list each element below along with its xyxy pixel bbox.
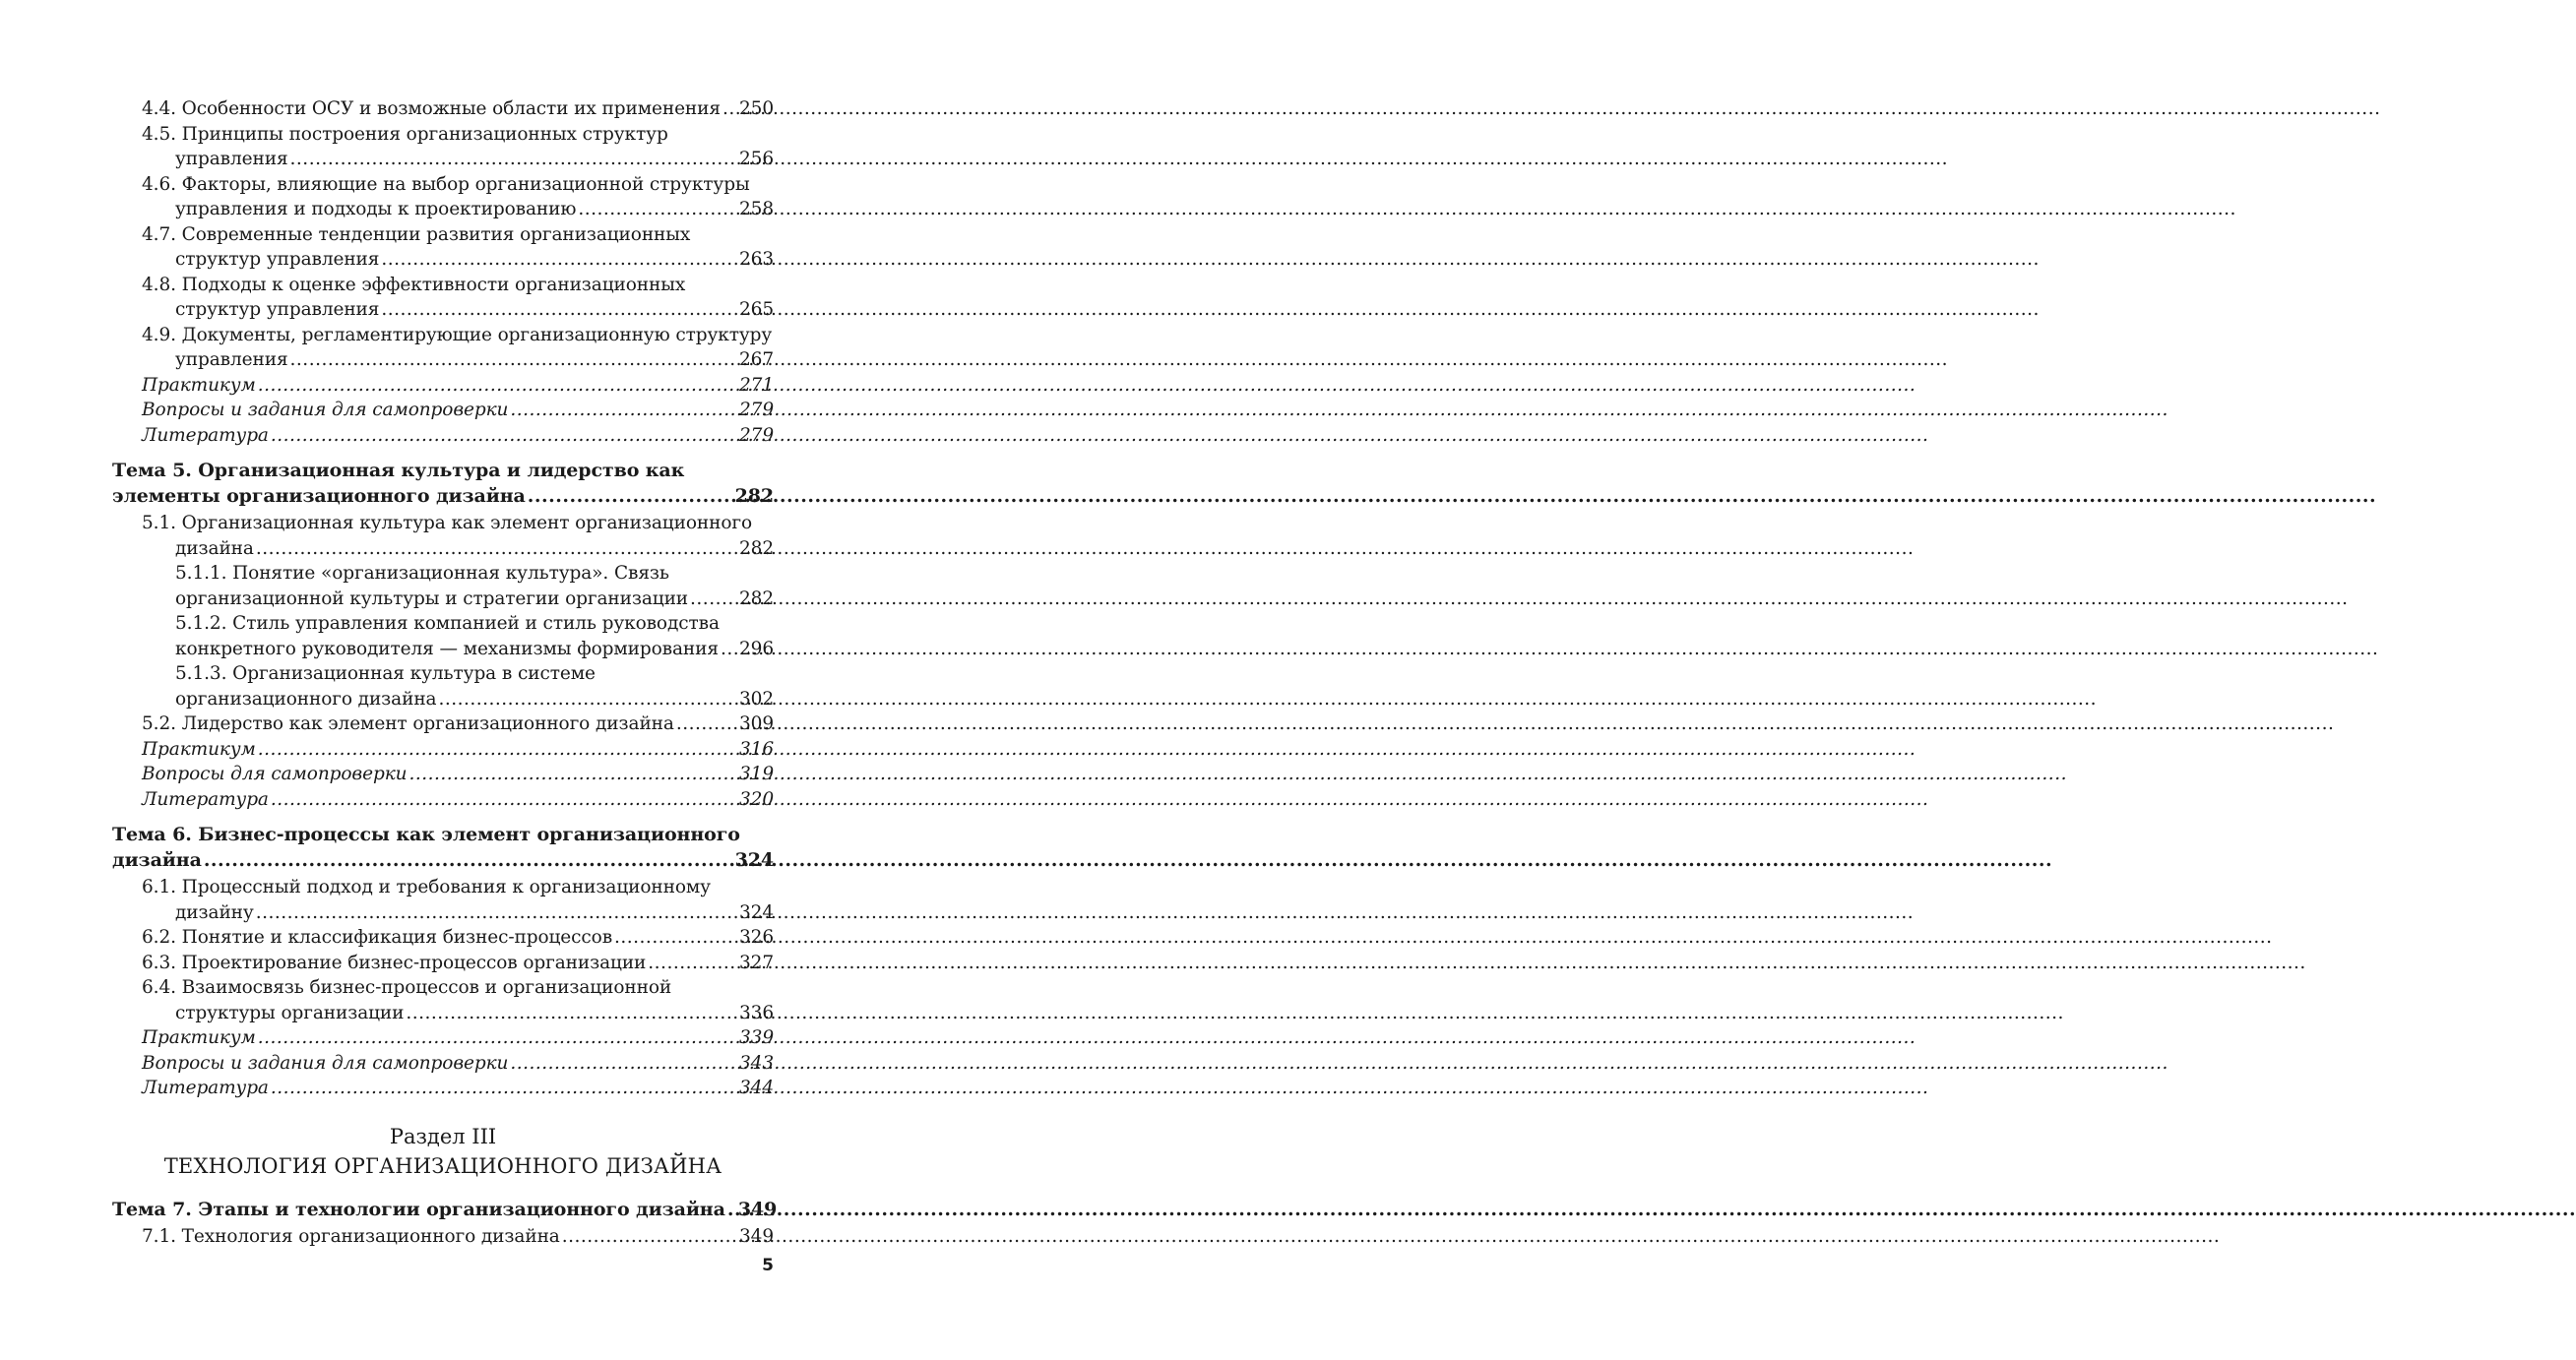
toc-entry-title-line: структур управления xyxy=(175,249,380,270)
toc-entry xyxy=(112,975,774,1025)
dot-leader xyxy=(256,900,736,926)
toc-entry-title-line: 7.1. Технология организационного дизайна xyxy=(142,1226,560,1247)
toc-entry-title-line: структуры организации xyxy=(175,1002,405,1023)
toc-page-number: 336 xyxy=(738,1002,774,1023)
toc-entry-row xyxy=(142,1224,774,1250)
toc-page-number: 302 xyxy=(738,688,774,710)
toc-page-number: 279 xyxy=(738,400,774,420)
toc-page-number: 324 xyxy=(738,901,774,923)
toc-entry-title-line: Литература xyxy=(142,788,269,810)
dot-leader xyxy=(727,1197,735,1222)
dot-leader xyxy=(271,787,736,813)
toc-entry-title-line: конкретного руководителя — механизмы формирования xyxy=(175,638,719,659)
toc-entry xyxy=(112,611,774,661)
toc-entry xyxy=(112,323,774,373)
toc-page-number: 326 xyxy=(738,927,774,948)
toc-entry-title-line: 6.4. Взаимосвязь бизнес-процессов и организационной xyxy=(142,977,672,998)
dot-leader xyxy=(256,536,736,562)
toc-entry-title-line: Практикум xyxy=(142,1027,256,1048)
toc-entry xyxy=(112,951,774,976)
toc-entry xyxy=(112,423,774,449)
toc-entry-title-line: 4.9. Документы, регламентирующие организационную структуру xyxy=(142,324,773,345)
toc-entry-title-line: 5.1.1. Понятие «организационная культура». Связь xyxy=(175,563,669,584)
toc-page-number: 282 xyxy=(738,587,774,609)
dot-leader xyxy=(271,423,736,449)
toc-entry xyxy=(112,373,774,399)
toc-entry-title-line: организационного дизайна xyxy=(175,688,437,710)
toc-entry xyxy=(112,1224,774,1250)
toc-entry-row xyxy=(142,951,774,976)
toc-entry xyxy=(112,222,774,273)
toc-entry xyxy=(112,737,774,763)
toc-page-number: 279 xyxy=(738,424,774,446)
toc-entry-title-line: Тема 5. Организационная культура и лидерство как xyxy=(112,460,685,481)
toc-entry-title-line: дизайна xyxy=(112,849,202,871)
toc-page-number: 282 xyxy=(734,485,774,507)
dot-leader xyxy=(271,1076,736,1101)
toc-entry-title-line: структур управления xyxy=(175,299,380,320)
toc-entry-title-line: Вопросы для самопроверки xyxy=(142,764,408,784)
dot-leader xyxy=(290,347,736,373)
toc-entry-row xyxy=(142,925,774,951)
toc-entry xyxy=(112,787,774,813)
toc-entry-row xyxy=(142,536,774,562)
toc-page-number: 344 xyxy=(738,1078,774,1098)
toc-page-number: 319 xyxy=(738,764,774,784)
toc-entry-title-line: 6.3. Проектирование бизнес-процессов организации xyxy=(142,952,647,973)
dot-leader xyxy=(676,711,736,737)
toc-page-number: 271 xyxy=(738,374,774,396)
dot-leader xyxy=(721,637,736,662)
toc-entry-row xyxy=(175,587,774,612)
toc-topic-entry xyxy=(112,458,774,509)
toc-entry-title-line: дизайну xyxy=(175,901,254,923)
toc-entry-row xyxy=(142,737,774,763)
toc-entry-title-line: Практикум xyxy=(142,738,256,760)
toc-entry-title-line: Тема 6. Бизнес-процессы как элемент организационного xyxy=(112,824,740,845)
toc-page-number: 309 xyxy=(738,713,774,734)
toc-page-number: 263 xyxy=(738,249,774,270)
section-title: ТЕХНОЛОГИЯ ОРГАНИЗАЦИОННОГО ДИЗАЙНА xyxy=(163,1154,723,1178)
toc-page-number: 265 xyxy=(738,299,774,320)
toc-entry-title-line: элементы организационного дизайна xyxy=(112,485,526,507)
toc-page-number: 324 xyxy=(734,849,774,871)
dot-leader xyxy=(290,147,736,172)
toc-entry-title-line: 4.4. Особенности ОСУ и возможные области их применения xyxy=(142,98,721,119)
toc-entry-row xyxy=(142,423,774,449)
toc-page-number: 316 xyxy=(738,738,774,760)
toc-entry xyxy=(112,711,774,737)
toc-entry-title-line: 5.1.2. Стиль управления компанией и стиль руководства xyxy=(175,613,720,634)
toc-topic-entry xyxy=(112,822,774,873)
toc-page-number: 349 xyxy=(738,1226,774,1247)
toc-page-number: 256 xyxy=(738,149,774,169)
toc-entry-row xyxy=(142,347,774,373)
dot-leader xyxy=(562,1224,736,1250)
toc-entry-row xyxy=(142,398,774,423)
toc-entry xyxy=(112,762,774,787)
toc-entry xyxy=(112,1076,774,1101)
dot-leader xyxy=(406,1001,736,1026)
toc-entry-title-line: Литература xyxy=(142,1078,269,1098)
toc-page-number: 296 xyxy=(738,638,774,659)
toc-entry-title-line: 5.1. Организационная культура как элемент организационного xyxy=(142,513,753,533)
toc-entry-row xyxy=(142,711,774,737)
toc-entry-row xyxy=(142,1001,774,1026)
toc-entry-row xyxy=(175,687,774,712)
toc-entry xyxy=(112,122,774,172)
toc-entry xyxy=(112,273,774,323)
page-number: 5 xyxy=(762,1256,774,1275)
section-name: Раздел III xyxy=(389,1125,497,1148)
toc-page-number: 250 xyxy=(738,98,774,119)
toc-entry-title-line: Практикум xyxy=(142,374,256,396)
toc-page-number: 320 xyxy=(738,788,774,810)
toc-page-number: 258 xyxy=(738,199,774,219)
dot-leader xyxy=(614,925,736,951)
toc-entry-row xyxy=(142,373,774,399)
toc-entry-title-line: управления xyxy=(175,149,288,169)
toc-entry xyxy=(112,511,774,561)
toc-entry-title-line: 4.5. Принципы построения организационных структур xyxy=(142,123,668,145)
section-heading xyxy=(0,1122,886,1181)
toc-entry-title-line: 6.1. Процессный подход и требования к организационному xyxy=(142,877,711,897)
toc-entry-row xyxy=(142,1051,774,1077)
dot-leader xyxy=(648,951,736,976)
toc-entry-title-line: Вопросы и задания для самопроверки xyxy=(142,400,509,420)
toc-entry-title-line: Вопросы и задания для самопроверки xyxy=(142,1052,509,1074)
toc-entry-row xyxy=(142,96,774,122)
toc-entry-row xyxy=(142,147,774,172)
toc-entry xyxy=(112,1051,774,1077)
toc-entry-row xyxy=(112,847,774,873)
toc-entry xyxy=(112,925,774,951)
toc-entry-title-line: организационной культуры и стратегии организации xyxy=(175,587,689,609)
toc-entry-row xyxy=(142,900,774,926)
table-of-contents-continued xyxy=(112,1187,778,1250)
toc-entry-title-line: управления и подходы к проектированию xyxy=(175,199,577,219)
toc-entry-title-line: Тема 7. Этапы и технологии организационного дизайна xyxy=(112,1199,725,1220)
dot-leader xyxy=(258,1025,736,1051)
dot-leader xyxy=(578,197,736,222)
toc-entry xyxy=(112,661,774,711)
toc-entry-row xyxy=(142,197,774,222)
toc-entry-title-line: 5.1.3. Организационная культура в системе xyxy=(175,663,596,684)
dot-leader xyxy=(439,687,736,712)
dot-leader xyxy=(510,398,736,423)
dot-leader xyxy=(690,587,736,612)
toc-entry-row xyxy=(142,297,774,323)
toc-entry xyxy=(112,875,774,925)
toc-entry xyxy=(112,1025,774,1051)
dot-leader xyxy=(258,373,736,399)
toc-page-number: 282 xyxy=(738,537,774,559)
toc-entry-title-line: дизайна xyxy=(175,537,254,559)
toc-entry-row xyxy=(112,483,774,509)
table-of-contents xyxy=(112,96,774,1101)
toc-page-number: 343 xyxy=(738,1052,774,1074)
toc-entry xyxy=(112,96,774,122)
toc-entry xyxy=(112,398,774,423)
toc-page-number: 349 xyxy=(737,1199,778,1220)
toc-entry-row xyxy=(142,762,774,787)
toc-entry-title-line: Литература xyxy=(142,424,269,446)
dot-leader xyxy=(528,483,732,509)
toc-entry xyxy=(112,561,774,611)
toc-entry-title-line: управления xyxy=(175,349,288,370)
dot-leader xyxy=(723,96,736,122)
toc-entry-title-line: 4.8. Подходы к оценке эффективности организационных xyxy=(142,274,686,295)
toc-entry xyxy=(112,172,774,222)
toc-entry-row xyxy=(142,1025,774,1051)
toc-entry-title-line: 5.2. Лидерство как элемент организационного дизайна xyxy=(142,713,674,734)
dot-leader xyxy=(381,247,736,273)
dot-leader xyxy=(258,737,736,763)
toc-page-number: 339 xyxy=(738,1027,774,1048)
toc-entry-row xyxy=(112,1197,778,1222)
toc-page-number: 327 xyxy=(738,952,774,973)
dot-leader xyxy=(204,847,732,873)
toc-entry-row xyxy=(142,1076,774,1101)
toc-entry-row xyxy=(142,247,774,273)
dot-leader xyxy=(408,762,736,787)
toc-page-number: 267 xyxy=(738,349,774,370)
toc-entry-row xyxy=(142,787,774,813)
toc-entry-title-line: 6.2. Понятие и классификация бизнес-процессов xyxy=(142,927,613,948)
toc-entry-title-line: 4.7. Современные тенденции развития организационных xyxy=(142,223,691,245)
dot-leader xyxy=(510,1051,736,1077)
toc-entry-title-line: 4.6. Факторы, влияющие на выбор организационной структуры xyxy=(142,173,750,195)
dot-leader xyxy=(381,297,736,323)
toc-entry-row xyxy=(175,637,774,662)
toc-topic-entry xyxy=(112,1197,778,1222)
